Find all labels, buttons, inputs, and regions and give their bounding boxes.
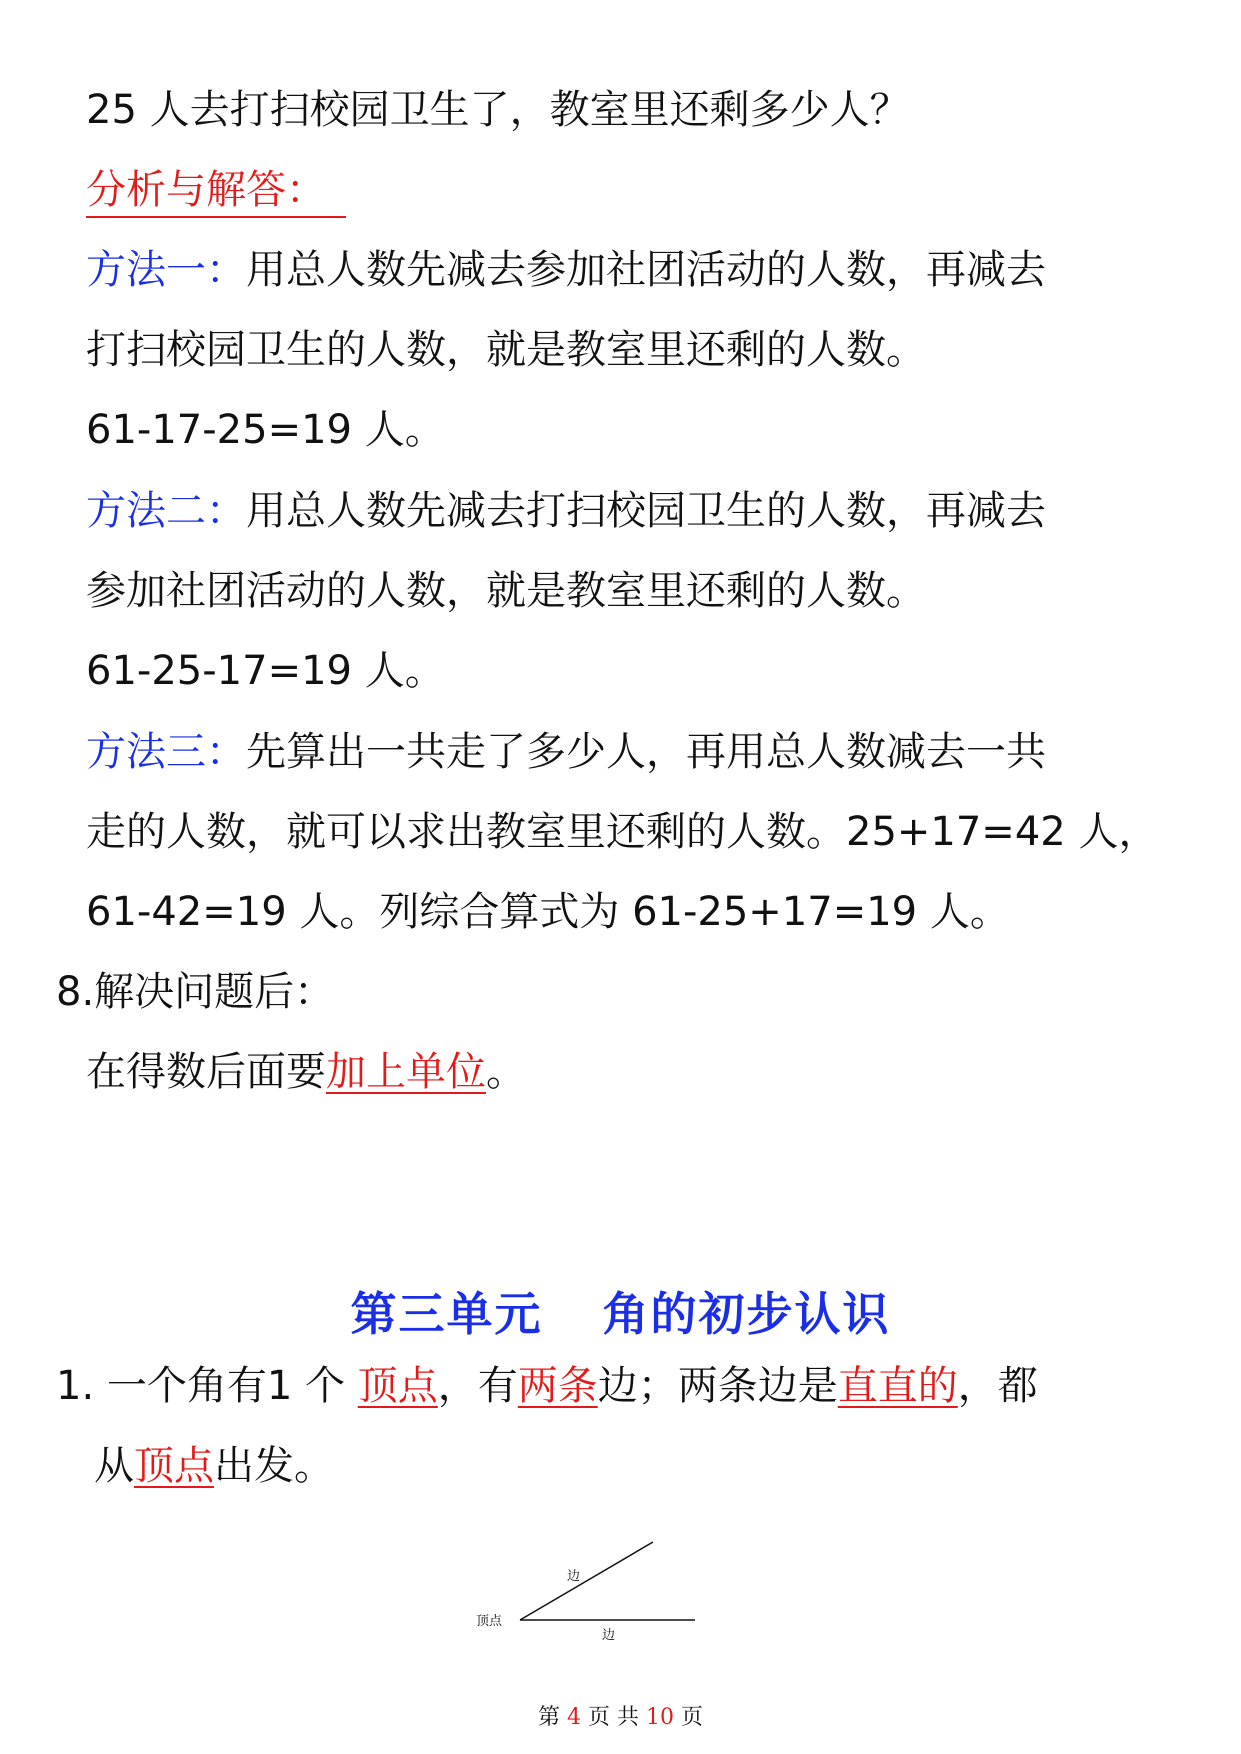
method-1-formula: 61-17-25=19 人。 — [86, 407, 445, 453]
item-1-straight: 直直的 — [837, 1363, 958, 1409]
analysis-heading-text: 分析与解答： — [86, 166, 346, 218]
method-3-text: 先算出一共走了多少人，再用总人数减去一共 — [246, 729, 1046, 775]
question-line: 25 人去打扫校园卫生了，教室里还剩多少人？ — [86, 87, 910, 133]
angle-diagram — [470, 1535, 720, 1645]
item-8-title: 8.解决问题后： — [56, 969, 335, 1015]
item-1-p3: 边；两条边是 — [597, 1363, 838, 1409]
unit-title-part1: 第三单元 — [350, 1287, 543, 1341]
method-1-label: 方法一： — [86, 247, 246, 293]
unit-title-part2: 角的初步认识 — [602, 1287, 891, 1341]
item-1-p2: ，有 — [437, 1363, 518, 1409]
angle-side-top — [520, 1542, 653, 1620]
method-2-line — [86, 487, 1181, 535]
item-1-p6: 出发。 — [214, 1443, 334, 1489]
item-1-line-2 — [94, 1442, 1181, 1490]
footer-post: 页 — [681, 1705, 704, 1730]
footer-total-pages: 10 — [646, 1705, 674, 1730]
page-footer — [0, 1700, 1241, 1731]
method-3-line-3: 61-42=19 人。列综合算式为 61-25+17=19 人。 — [86, 889, 1010, 935]
analysis-heading — [86, 166, 1181, 218]
method-1-text: 用总人数先减去参加社团活动的人数，再减去 — [246, 247, 1046, 293]
method-3-line-2: 走的人数，就可以求出教室里还剩的人数。25+17=42 人， — [86, 809, 1159, 855]
side-label-bottom: 边 — [602, 1628, 616, 1643]
method-2-label: 方法二： — [86, 488, 246, 534]
item-1-two: 两条 — [517, 1363, 598, 1409]
unit-title — [0, 1278, 1241, 1344]
method-1-line-2: 打扫校园卫生的人数，就是教室里还剩的人数。 — [86, 327, 926, 373]
method-3-label: 方法三： — [86, 729, 246, 775]
method-2-text: 用总人数先减去打扫校园卫生的人数，再减去 — [246, 488, 1046, 534]
vertex-label: 顶点 — [476, 1614, 503, 1629]
item-8-text — [86, 1048, 1181, 1096]
item-8-red: 加上单位 — [326, 1049, 486, 1095]
footer-pre: 第 — [537, 1705, 560, 1730]
footer-page-number: 4 — [567, 1705, 581, 1730]
side-label-top: 边 — [567, 1569, 581, 1584]
footer-mid: 页 共 — [588, 1705, 639, 1730]
item-8-post: 。 — [486, 1049, 526, 1095]
method-1-line — [86, 246, 1181, 294]
method-2-formula: 61-25-17=19 人。 — [86, 648, 445, 694]
method-3-line — [86, 728, 1181, 776]
item-1-p5: 从 — [94, 1443, 134, 1489]
item-1-vertex: 顶点 — [357, 1363, 438, 1409]
item-8-pre: 在得数后面要 — [86, 1049, 326, 1095]
method-2-line-2: 参加社团活动的人数，就是教室里还剩的人数。 — [86, 568, 926, 614]
item-1-vertex-2: 顶点 — [134, 1443, 214, 1489]
item-1-p4: ，都 — [957, 1363, 1038, 1409]
item-1-p1: 1. 一个角有1 个 — [56, 1363, 358, 1409]
item-1-line — [56, 1362, 1181, 1410]
